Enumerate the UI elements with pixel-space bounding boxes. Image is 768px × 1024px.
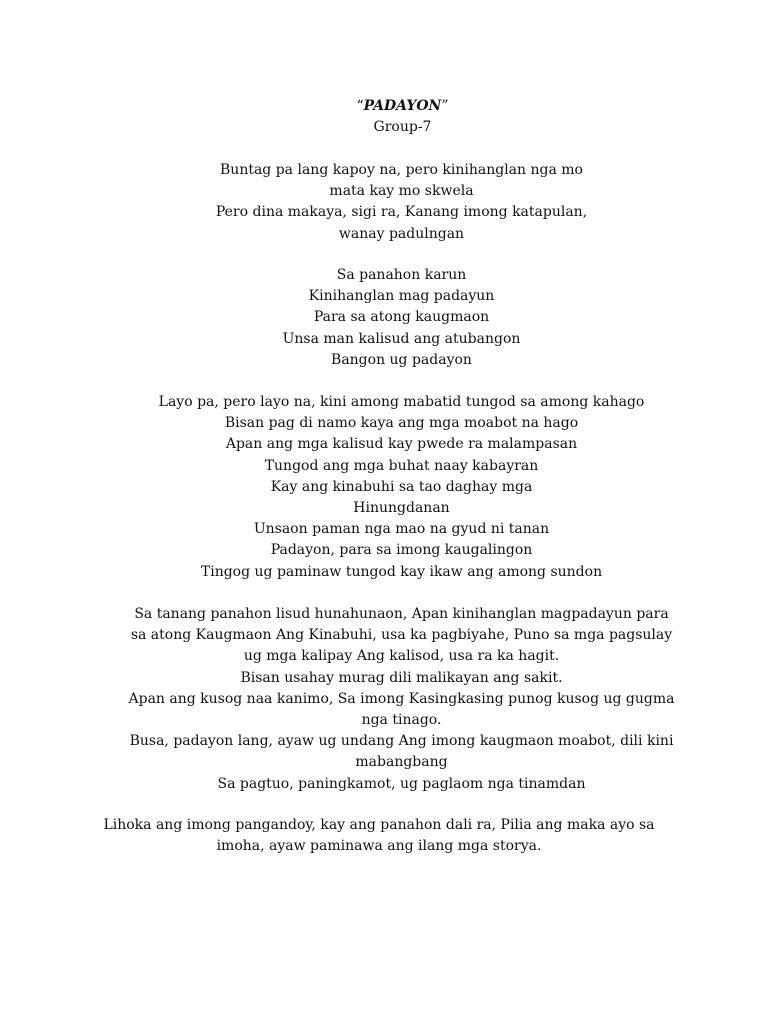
poem-line: Bisan pag di namo kaya ang mga moabot na hago bbox=[224, 415, 579, 432]
stanza-2 bbox=[0, 265, 768, 371]
poem-line: Kinihanglan mag padayun bbox=[308, 288, 495, 305]
poem-line: Lihoka ang imong pangandoy, kay ang panahon dali ra, Pilia ang maka ayo sa bbox=[103, 817, 655, 833]
poem-line: sa atong Kaugmaon Ang Kinabuhi, usa ka pagbiyahe, Puno sa mga pagsulay bbox=[130, 627, 673, 644]
poem-line: Unsaon paman nga mao na gyud ni tanan bbox=[253, 521, 550, 538]
stanza-4 bbox=[0, 604, 768, 795]
poem-title bbox=[0, 96, 768, 117]
poem-line: Apan ang kusog naa kanimo, Sa imong Kasingkasing punog kusog ug gugma bbox=[128, 690, 675, 707]
poem-line: Sa pagtuo, paningkamot, ug paglaom nga tinamdan bbox=[217, 775, 586, 792]
poem-line: Padayon, para sa imong kaugalingon bbox=[270, 542, 533, 559]
poem-line: imoha, ayaw paminawa ang ilang mga storya. bbox=[216, 838, 542, 855]
title-close-quote: ” bbox=[441, 98, 449, 114]
poem-line: Busa, padayon lang, ayaw ug undang Ang imong kaugmaon moabot, dili kini bbox=[129, 733, 674, 750]
poem-line: Tingog ug paminaw tungod kay ikaw ang among sundon bbox=[200, 563, 603, 580]
poem-line: Para sa atong kaugmaon bbox=[313, 309, 490, 326]
poem-line: Buntag pa lang kapoy na, pero kinihanglan nga mo bbox=[220, 162, 583, 178]
stanza-5 bbox=[0, 815, 768, 857]
title-open-quote: “ bbox=[356, 98, 364, 114]
poem-line: Tungod ang mga buhat naay kabayran bbox=[264, 457, 539, 474]
poem-line: wanay padulngan bbox=[338, 225, 465, 242]
group-label: Group-7 bbox=[373, 119, 432, 135]
poem-line: Bangon ug padayon bbox=[331, 351, 472, 368]
poem-line: mabangbang bbox=[355, 754, 448, 771]
poem-line: mata kay mo skwela bbox=[329, 183, 474, 200]
poem-line: Unsa man kalisud ang atubangon bbox=[282, 330, 521, 347]
poem-line: ug mga kalipay Ang kalisod, usa ra ka hagit. bbox=[243, 648, 560, 665]
poem-line: Kay ang kinabuhi sa tao daghay mga bbox=[270, 478, 533, 495]
title-word: PADAYON bbox=[363, 98, 442, 114]
poem-line: Pero dina makaya, sigi ra, Kanang imong katapulan, bbox=[215, 204, 588, 221]
poem-line: Sa tanang panahon lisud hunahunaon, Apan kinihanglan magpadayun para bbox=[134, 606, 669, 622]
poem-line: Bisan usahay murag dili malikayan ang sakit. bbox=[240, 669, 563, 686]
stanza-3 bbox=[0, 392, 768, 583]
poem-line: Apan ang mga kalisud kay pwede ra malampasan bbox=[225, 436, 578, 453]
poem-line: Hinungdanan bbox=[353, 500, 450, 517]
stanza-1 bbox=[0, 160, 768, 245]
poem-line: nga tinago. bbox=[361, 712, 442, 729]
poem-line: Sa panahon karun bbox=[336, 267, 467, 283]
poem-line: Layo pa, pero layo na, kini among mabatid tungod sa among kahago bbox=[158, 394, 645, 410]
